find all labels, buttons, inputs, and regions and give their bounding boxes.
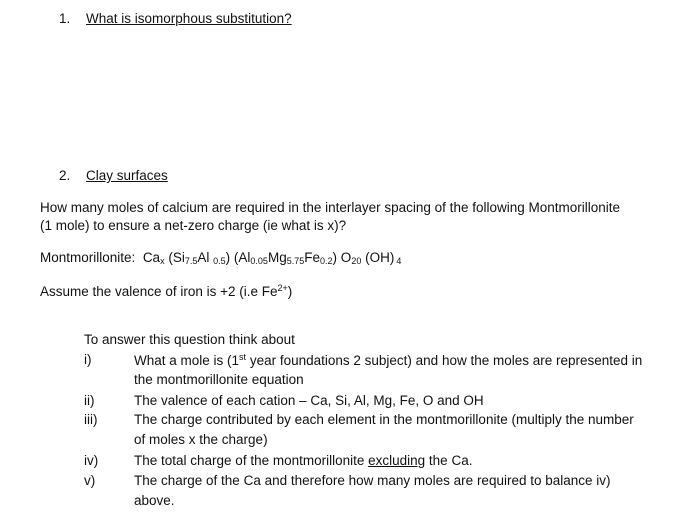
valence-close: ) <box>287 284 293 299</box>
formula-oh-sub: 4 <box>396 256 402 266</box>
formula-mg-sub: 5.75 <box>286 256 305 266</box>
question-2-number: 2. <box>59 168 71 183</box>
formula-ca: Ca <box>142 250 161 265</box>
guide-item-label-iii: iii) <box>84 412 98 427</box>
guide-item-iv-line1 <box>134 453 472 468</box>
formula-al: Al <box>197 250 210 265</box>
formula-al2: (Al <box>233 250 251 265</box>
question-1-number: 1. <box>59 11 71 26</box>
formula-close-2: ) <box>332 250 338 265</box>
guide-item-iv-text-post: the Ca. <box>425 453 473 468</box>
guide-item-v-line1: The charge of the Ca and therefore how many moles are required to balance iv) <box>134 473 611 488</box>
question-1-title: What is isomorphous substitution? <box>86 11 292 26</box>
guide-item-iv-underlined: excluding <box>368 453 426 468</box>
formula-si: (Si <box>168 250 185 265</box>
question-2-heading <box>59 168 168 183</box>
guide-item-iv-text-pre: The total charge of the montmorillonite <box>134 453 369 468</box>
guide-item-i-text-post: year foundations 2 subject) and how the moles are represented in <box>246 353 643 368</box>
formula-al2-sub: 0.05 <box>250 256 268 266</box>
question-2-text-line1: How many moles of calcium are required in the interlayer spacing of the following Montmorillonite <box>40 200 621 215</box>
formula-ca-sub: x <box>160 256 165 266</box>
formula-fe: Fe <box>304 250 321 265</box>
formula-fe-sub: 0.2 <box>320 256 333 266</box>
guide-item-label-ii: ii) <box>84 393 95 408</box>
montmorillonite-formula <box>40 250 401 266</box>
guide-intro: To answer this question think about <box>84 332 295 347</box>
question-2-title: Clay surfaces <box>86 168 168 183</box>
guide-item-i-text-pre: What a mole is (1 <box>134 353 240 368</box>
formula-close-1: ) <box>225 250 231 265</box>
guide-item-label-v: v) <box>84 473 96 488</box>
formula-prefix: Montmorillonite: <box>40 250 136 265</box>
formula-si-sub: 7.5 <box>184 256 198 266</box>
formula-o: O <box>340 250 352 265</box>
valence-superscript: 2+ <box>277 283 288 293</box>
guide-item-ii-line1: The valence of each cation – Ca, Si, Al, Mg, Fe, O and OH <box>134 393 484 408</box>
guide-item-i-superscript: st <box>239 352 247 362</box>
guide-item-i-line2: the montmorillonite equation <box>134 372 304 387</box>
formula-mg: Mg <box>267 250 287 265</box>
valence-assumption <box>40 283 292 299</box>
question-1-heading <box>59 11 292 26</box>
guide-item-iii-line2: of moles x the charge) <box>134 432 268 447</box>
question-2-text-line2: (1 mole) to ensure a net-zero charge (ie what is x)? <box>40 218 347 233</box>
formula-oh: (OH) <box>365 250 395 265</box>
guide-item-iii-line1: The charge contributed by each element in the montmorillonite (multiply the number <box>134 412 634 427</box>
guide-item-label-i: i) <box>84 352 92 367</box>
valence-text: Assume the valence of iron is +2 (i.e Fe <box>40 284 278 299</box>
formula-o-sub: 20 <box>351 256 362 266</box>
formula-al-sub: 0.5 <box>213 256 226 266</box>
guide-item-label-iv: iv) <box>84 453 99 468</box>
guide-item-i-line1 <box>134 352 642 368</box>
guide-item-v-line2: above. <box>134 493 175 508</box>
